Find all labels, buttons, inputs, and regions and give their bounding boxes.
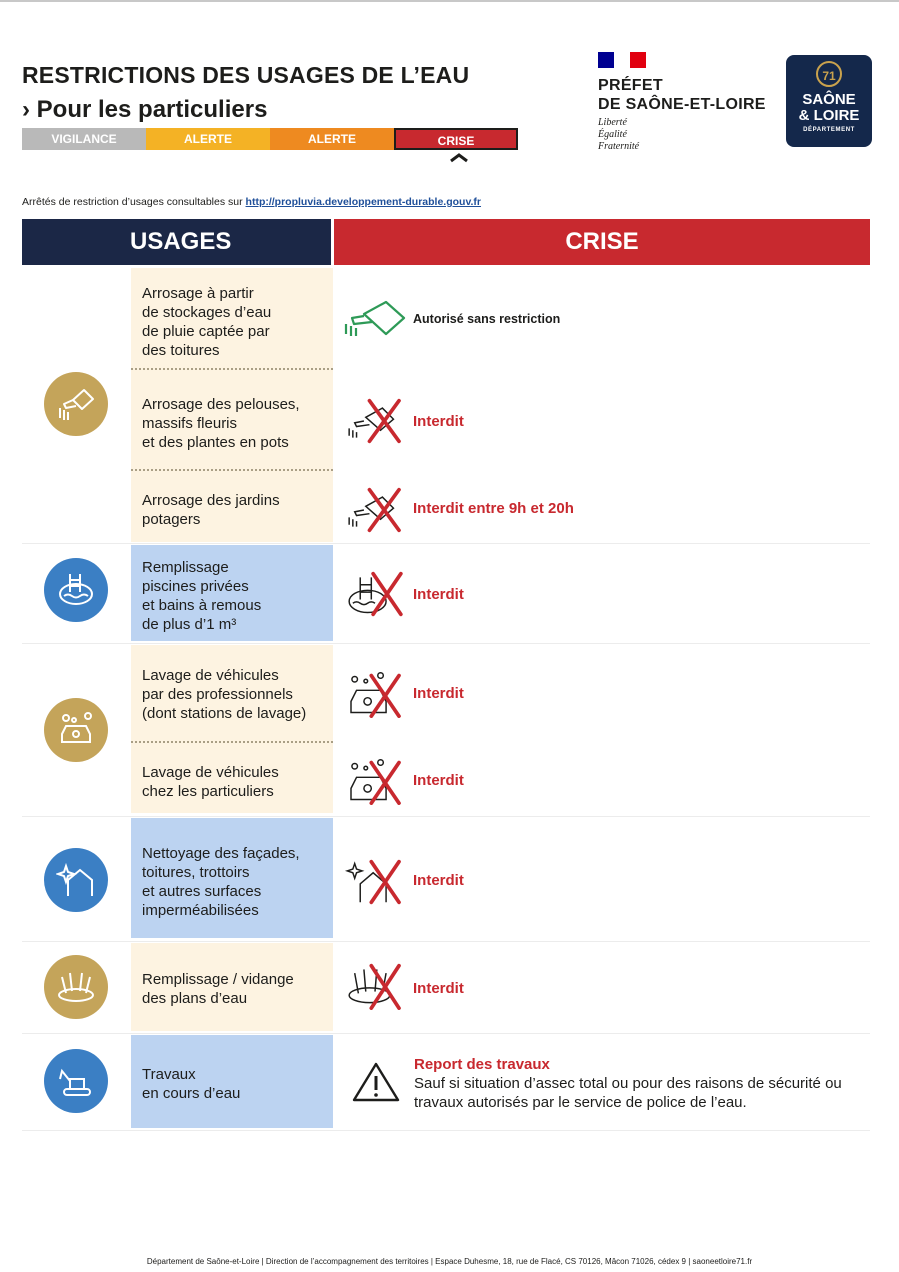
pond-category-icon [44,955,108,1019]
warning-icon [350,1060,402,1104]
excavator-category-icon [44,1049,108,1113]
level-vigilance: VIGILANCE [22,128,146,150]
car-wash-forbidden-icon [343,757,407,805]
watering-category-icon [44,372,108,436]
usage-arrosage-pelouses: Arrosage des pelouses, massifs fleuris et des plantes en pots [142,396,300,451]
usage-arrosage-stockage: Arrosage à partir de stockages d’eau de pluie captée par des toitures [142,285,272,359]
car-wash-forbidden-icon [343,670,407,718]
usage-lavage-particuliers: Lavage de véhicules chez les particuliers [142,764,279,800]
status-interdit: Interdit [413,772,464,789]
usage-travaux: Travaux en cours d’eau [142,1066,241,1102]
row-divider [22,1033,870,1034]
watering-can-forbidden-icon [343,397,407,445]
usage-nettoyage: Nettoyage des façades, toitures, trottoirs et autres surfaces imperméabilisées [142,845,300,919]
row-divider [22,643,870,644]
usage-arrosage-potagers: Arrosage des jardins potagers [142,492,280,528]
usage-piscines: Remplissage piscines privées et bains à remous de plus d’1 m³ [142,559,262,633]
row-divider [22,816,870,817]
status-interdit: Interdit [413,413,464,430]
status-interdit-horaire: Interdit entre 9h et 20h [413,500,574,517]
watering-can-icon [342,294,406,342]
department-emblem: 71 [816,61,842,87]
propluvia-link[interactable]: http://propluvia.developpement-durable.gouv.fr [245,196,482,208]
row-divider-dotted [131,469,333,471]
status-autorise: Autorisé sans restriction [413,312,561,326]
row-divider [22,941,870,942]
prefet-logo [598,52,766,153]
marianne-flag-icon [598,52,646,68]
house-cleaning-forbidden-icon [343,858,407,906]
status-interdit: Interdit [413,980,464,997]
row-divider-dotted [131,368,333,370]
active-level-caret-icon [449,153,469,163]
department-sub: DÉPARTEMENT [803,127,855,133]
republic-motto: Liberté Égalité Fraternité [598,117,640,152]
column-header-crise: CRISE [334,219,870,265]
footer-address: Département de Saône-et-Loire | Direction de l’accompagnement des territoires | Espace Duhesme, 18, rue de Flacé, CS 70126, Mâcon 71026, cédex 9 | saoneetloire71.fr [146,1257,753,1266]
alert-level-bar [22,128,518,168]
status-interdit: Interdit [413,685,464,702]
department-name: SAÔNE & LOIRE [798,91,860,124]
column-header-usages: USAGES [22,219,331,265]
top-border [0,0,899,2]
row-divider [22,1130,870,1131]
house-cleaning-category-icon [44,848,108,912]
usage-lavage-professionnels: Lavage de véhicules par des professionnels (dont stations de lavage) [142,667,307,722]
reference-line [22,196,481,208]
pool-category-icon [44,558,108,622]
level-alerte-renforcee: ALERTE RENFORCÉE [270,128,394,150]
watering-can-forbidden-icon [343,486,407,534]
level-alerte: ALERTE [146,128,270,150]
status-interdit: Interdit [413,586,464,603]
car-wash-category-icon [44,698,108,762]
reference-text: Arrêtés de restriction d’usages consultables sur [22,196,243,208]
status-interdit: Interdit [413,872,464,889]
usage-plans-eau: Remplissage / vidange des plans d’eau [142,971,294,1007]
pool-forbidden-icon [343,570,407,618]
report-details: Sauf si situation d’assec total ou pour des raisons de sécurité ou travaux autorisés par le service de police de l’eau. [414,1075,842,1111]
prefet-name: PRÉFET DE SAÔNE-ET-LOIRE [598,77,766,113]
pond-forbidden-icon [343,962,407,1010]
level-crise-active: CRISE [394,128,518,150]
row-divider [22,543,870,544]
department-logo [786,55,872,147]
page-subtitle: › Pour les particuliers [22,96,268,123]
status-report-travaux: Report des travaux [414,1056,550,1073]
row-divider-dotted [131,741,333,743]
page-title: RESTRICTIONS DES USAGES DE L’EAU [22,62,470,88]
